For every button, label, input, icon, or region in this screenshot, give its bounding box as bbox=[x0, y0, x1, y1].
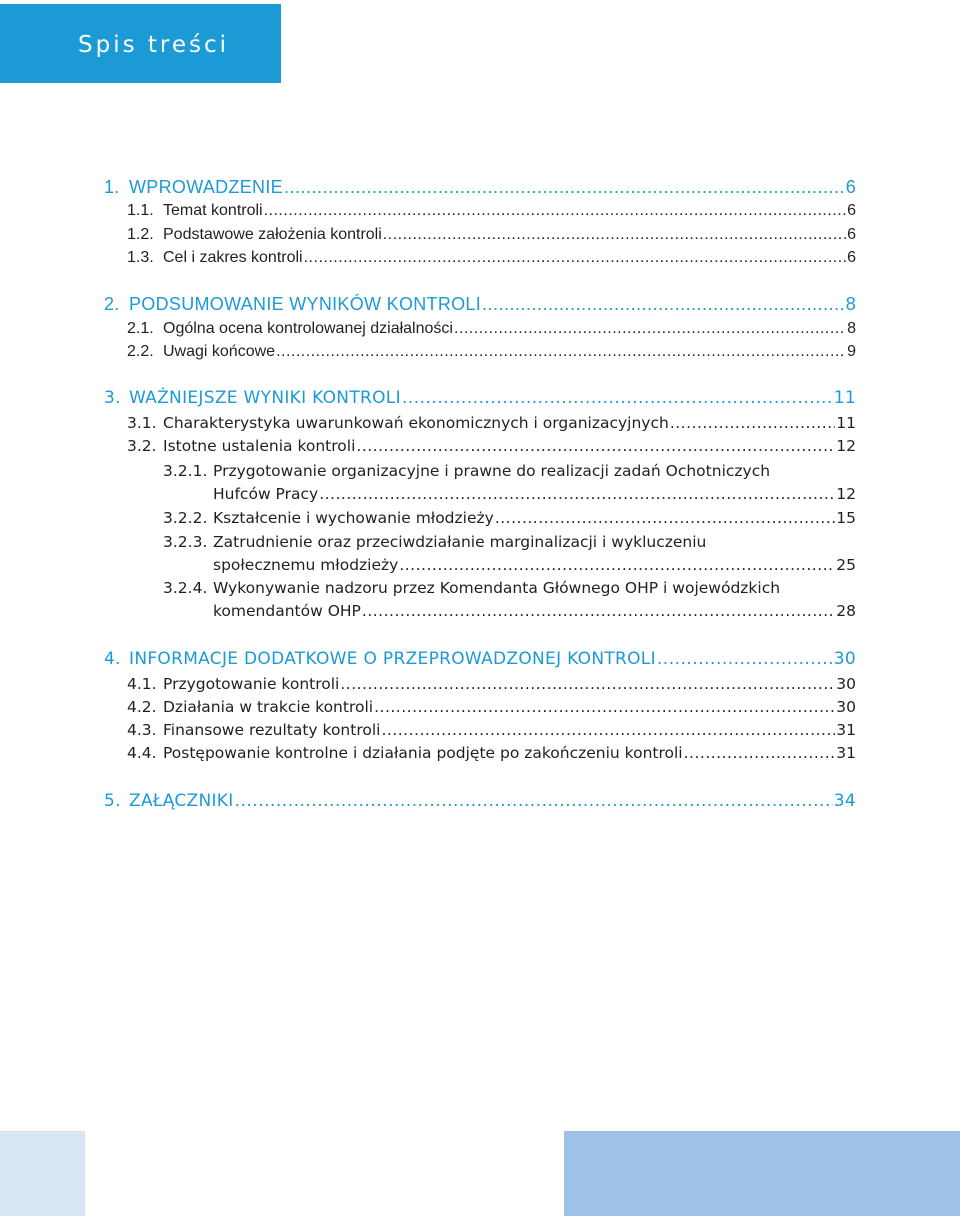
toc-leader bbox=[454, 318, 846, 340]
toc-title: Ogólna ocena kontrolowanej działalności bbox=[163, 320, 453, 337]
toc-page: 15 bbox=[836, 509, 856, 527]
toc-leader bbox=[362, 600, 835, 622]
toc-page: 11 bbox=[836, 414, 856, 432]
toc-entry-4[interactable] bbox=[104, 648, 856, 670]
toc-number: 4. bbox=[104, 649, 121, 669]
toc-entry-3[interactable] bbox=[104, 387, 856, 409]
toc-page: 34 bbox=[833, 791, 856, 811]
toc-entry-4-2[interactable] bbox=[127, 696, 856, 718]
toc-page: 28 bbox=[836, 602, 856, 620]
toc-number: 1.3. bbox=[127, 249, 154, 266]
toc-leader bbox=[402, 387, 833, 409]
toc-entry-3-2-1[interactable] bbox=[213, 483, 856, 505]
toc-entry-3-2-2[interactable] bbox=[163, 507, 856, 529]
toc-title: Postępowanie kontrolne i działania podjęte po zakończeniu kontroli bbox=[163, 744, 683, 762]
toc-entry-1-2[interactable] bbox=[127, 224, 856, 246]
toc-leader bbox=[235, 790, 833, 812]
toc-title: Kształcenie i wychowanie młodzieży bbox=[213, 509, 494, 527]
toc-entry-3-2-4-line1[interactable] bbox=[163, 577, 780, 599]
toc-leader bbox=[684, 742, 836, 764]
toc-entry-3-2-3-line1[interactable] bbox=[163, 531, 706, 553]
toc-title: ZAŁĄCZNIKI bbox=[129, 791, 234, 811]
toc-title: Przygotowanie organizacyjne i prawne do realizacji zadań Ochotniczych bbox=[213, 462, 771, 480]
toc-number: 1.2. bbox=[127, 226, 154, 243]
toc-entry-3-2-4[interactable] bbox=[213, 600, 856, 622]
toc-title: Zatrudnienie oraz przeciwdziałanie marginalizacji i wykluczeniu bbox=[213, 533, 707, 551]
toc-title: Uwagi końcowe bbox=[163, 343, 276, 360]
toc-leader bbox=[383, 224, 846, 246]
toc-page: 6 bbox=[847, 226, 856, 243]
page-title: Spis treści bbox=[78, 32, 230, 58]
toc-number: 3.1. bbox=[127, 414, 157, 432]
toc-leader bbox=[264, 200, 847, 222]
toc-leader bbox=[340, 673, 835, 695]
toc-number: 2.1. bbox=[127, 320, 154, 337]
toc-page: 6 bbox=[847, 249, 856, 266]
toc-leader bbox=[657, 648, 833, 670]
toc-leader bbox=[284, 176, 845, 198]
toc-title: Cel i zakres kontroli bbox=[163, 249, 303, 266]
toc-title: Finansowe rezultaty kontroli bbox=[163, 721, 381, 739]
toc-entry-1[interactable] bbox=[104, 176, 856, 198]
toc-number: 4.1. bbox=[127, 675, 157, 693]
toc-title: WAŻNIEJSZE WYNIKI KONTROLI bbox=[129, 388, 401, 408]
toc-leader bbox=[381, 719, 835, 741]
toc-entry-2[interactable] bbox=[104, 293, 856, 315]
toc-title: PODSUMOWANIE WYNIKÓW KONTROLI bbox=[129, 294, 482, 314]
toc-leader bbox=[495, 507, 835, 529]
toc-number: 3. bbox=[104, 388, 121, 408]
toc-title: Istotne ustalenia kontroli bbox=[163, 437, 356, 455]
toc-entry-1-3[interactable] bbox=[127, 247, 856, 269]
toc-entry-3-2-3[interactable] bbox=[213, 554, 856, 576]
toc-page: 6 bbox=[847, 202, 856, 219]
toc-title-continued: Hufców Pracy bbox=[213, 485, 319, 503]
toc-number: 3.2. bbox=[127, 437, 157, 455]
toc-number: 3.2.3. bbox=[163, 533, 208, 551]
toc-title-continued: społecznemu młodzieży bbox=[213, 556, 399, 574]
toc-page: 8 bbox=[845, 294, 856, 314]
toc-number: 1. bbox=[104, 177, 120, 197]
toc-entry-4-1[interactable] bbox=[127, 673, 856, 695]
toc-page: 6 bbox=[845, 177, 856, 197]
toc-title: Wykonywanie nadzoru przez Komendanta Głównego OHP i wojewódzkich bbox=[213, 579, 781, 597]
toc-title: Działania w trakcie kontroli bbox=[163, 698, 374, 716]
toc-title: Temat kontroli bbox=[163, 202, 263, 219]
toc-entry-3-1[interactable] bbox=[127, 412, 856, 434]
toc-entry-2-2[interactable] bbox=[127, 341, 856, 363]
toc-number: 3.2.1. bbox=[163, 462, 208, 480]
toc-page: 25 bbox=[836, 556, 856, 574]
toc-number: 5. bbox=[104, 791, 121, 811]
footer-block-blue bbox=[564, 1131, 960, 1216]
toc-page: 12 bbox=[836, 485, 856, 503]
toc-entry-3-2-1-line1[interactable] bbox=[163, 460, 770, 482]
toc-page: 8 bbox=[847, 320, 856, 337]
toc-number: 4.3. bbox=[127, 721, 157, 739]
toc-leader bbox=[482, 293, 845, 315]
toc-title: WPROWADZENIE bbox=[129, 177, 283, 197]
toc-leader bbox=[319, 483, 835, 505]
toc-leader bbox=[276, 341, 846, 363]
toc-page: 11 bbox=[833, 388, 856, 408]
toc-title-continued: komendantów OHP bbox=[213, 602, 361, 620]
toc-entry-4-4[interactable] bbox=[127, 742, 856, 764]
toc-leader bbox=[399, 554, 835, 576]
toc-title: Przygotowanie kontroli bbox=[163, 675, 340, 693]
toc-leader bbox=[374, 696, 835, 718]
toc-page: 31 bbox=[836, 744, 856, 762]
footer-block-light bbox=[0, 1131, 85, 1216]
toc-number: 1.1. bbox=[127, 202, 154, 219]
toc-entry-3-2[interactable] bbox=[127, 435, 856, 457]
toc-entry-2-1[interactable] bbox=[127, 318, 856, 340]
toc-title: Podstawowe założenia kontroli bbox=[163, 226, 382, 243]
toc-page: 9 bbox=[847, 343, 856, 360]
toc-number: 4.2. bbox=[127, 698, 157, 716]
toc-entry-1-1[interactable] bbox=[127, 200, 856, 222]
toc-leader bbox=[304, 247, 846, 269]
toc-number: 3.2.2. bbox=[163, 509, 208, 527]
toc-number: 4.4. bbox=[127, 744, 157, 762]
toc-number: 3.2.4. bbox=[163, 579, 208, 597]
toc-leader bbox=[356, 435, 835, 457]
toc-title: INFORMACJE DODATKOWE O PRZEPROWADZONEJ KONTROLI bbox=[129, 649, 656, 669]
toc-page: 30 bbox=[836, 698, 856, 716]
toc-page: 31 bbox=[836, 721, 856, 739]
header-bar bbox=[0, 4, 281, 83]
toc-entry-5[interactable] bbox=[104, 790, 856, 812]
toc-leader bbox=[670, 412, 835, 434]
toc-number: 2.2. bbox=[127, 343, 154, 360]
toc-title: Charakterystyka uwarunkowań ekonomicznych i organizacyjnych bbox=[163, 414, 669, 432]
toc-page: 30 bbox=[836, 675, 856, 693]
toc-number: 2. bbox=[104, 294, 120, 314]
toc-page: 30 bbox=[833, 649, 856, 669]
toc-page: 12 bbox=[836, 437, 856, 455]
toc-entry-4-3[interactable] bbox=[127, 719, 856, 741]
